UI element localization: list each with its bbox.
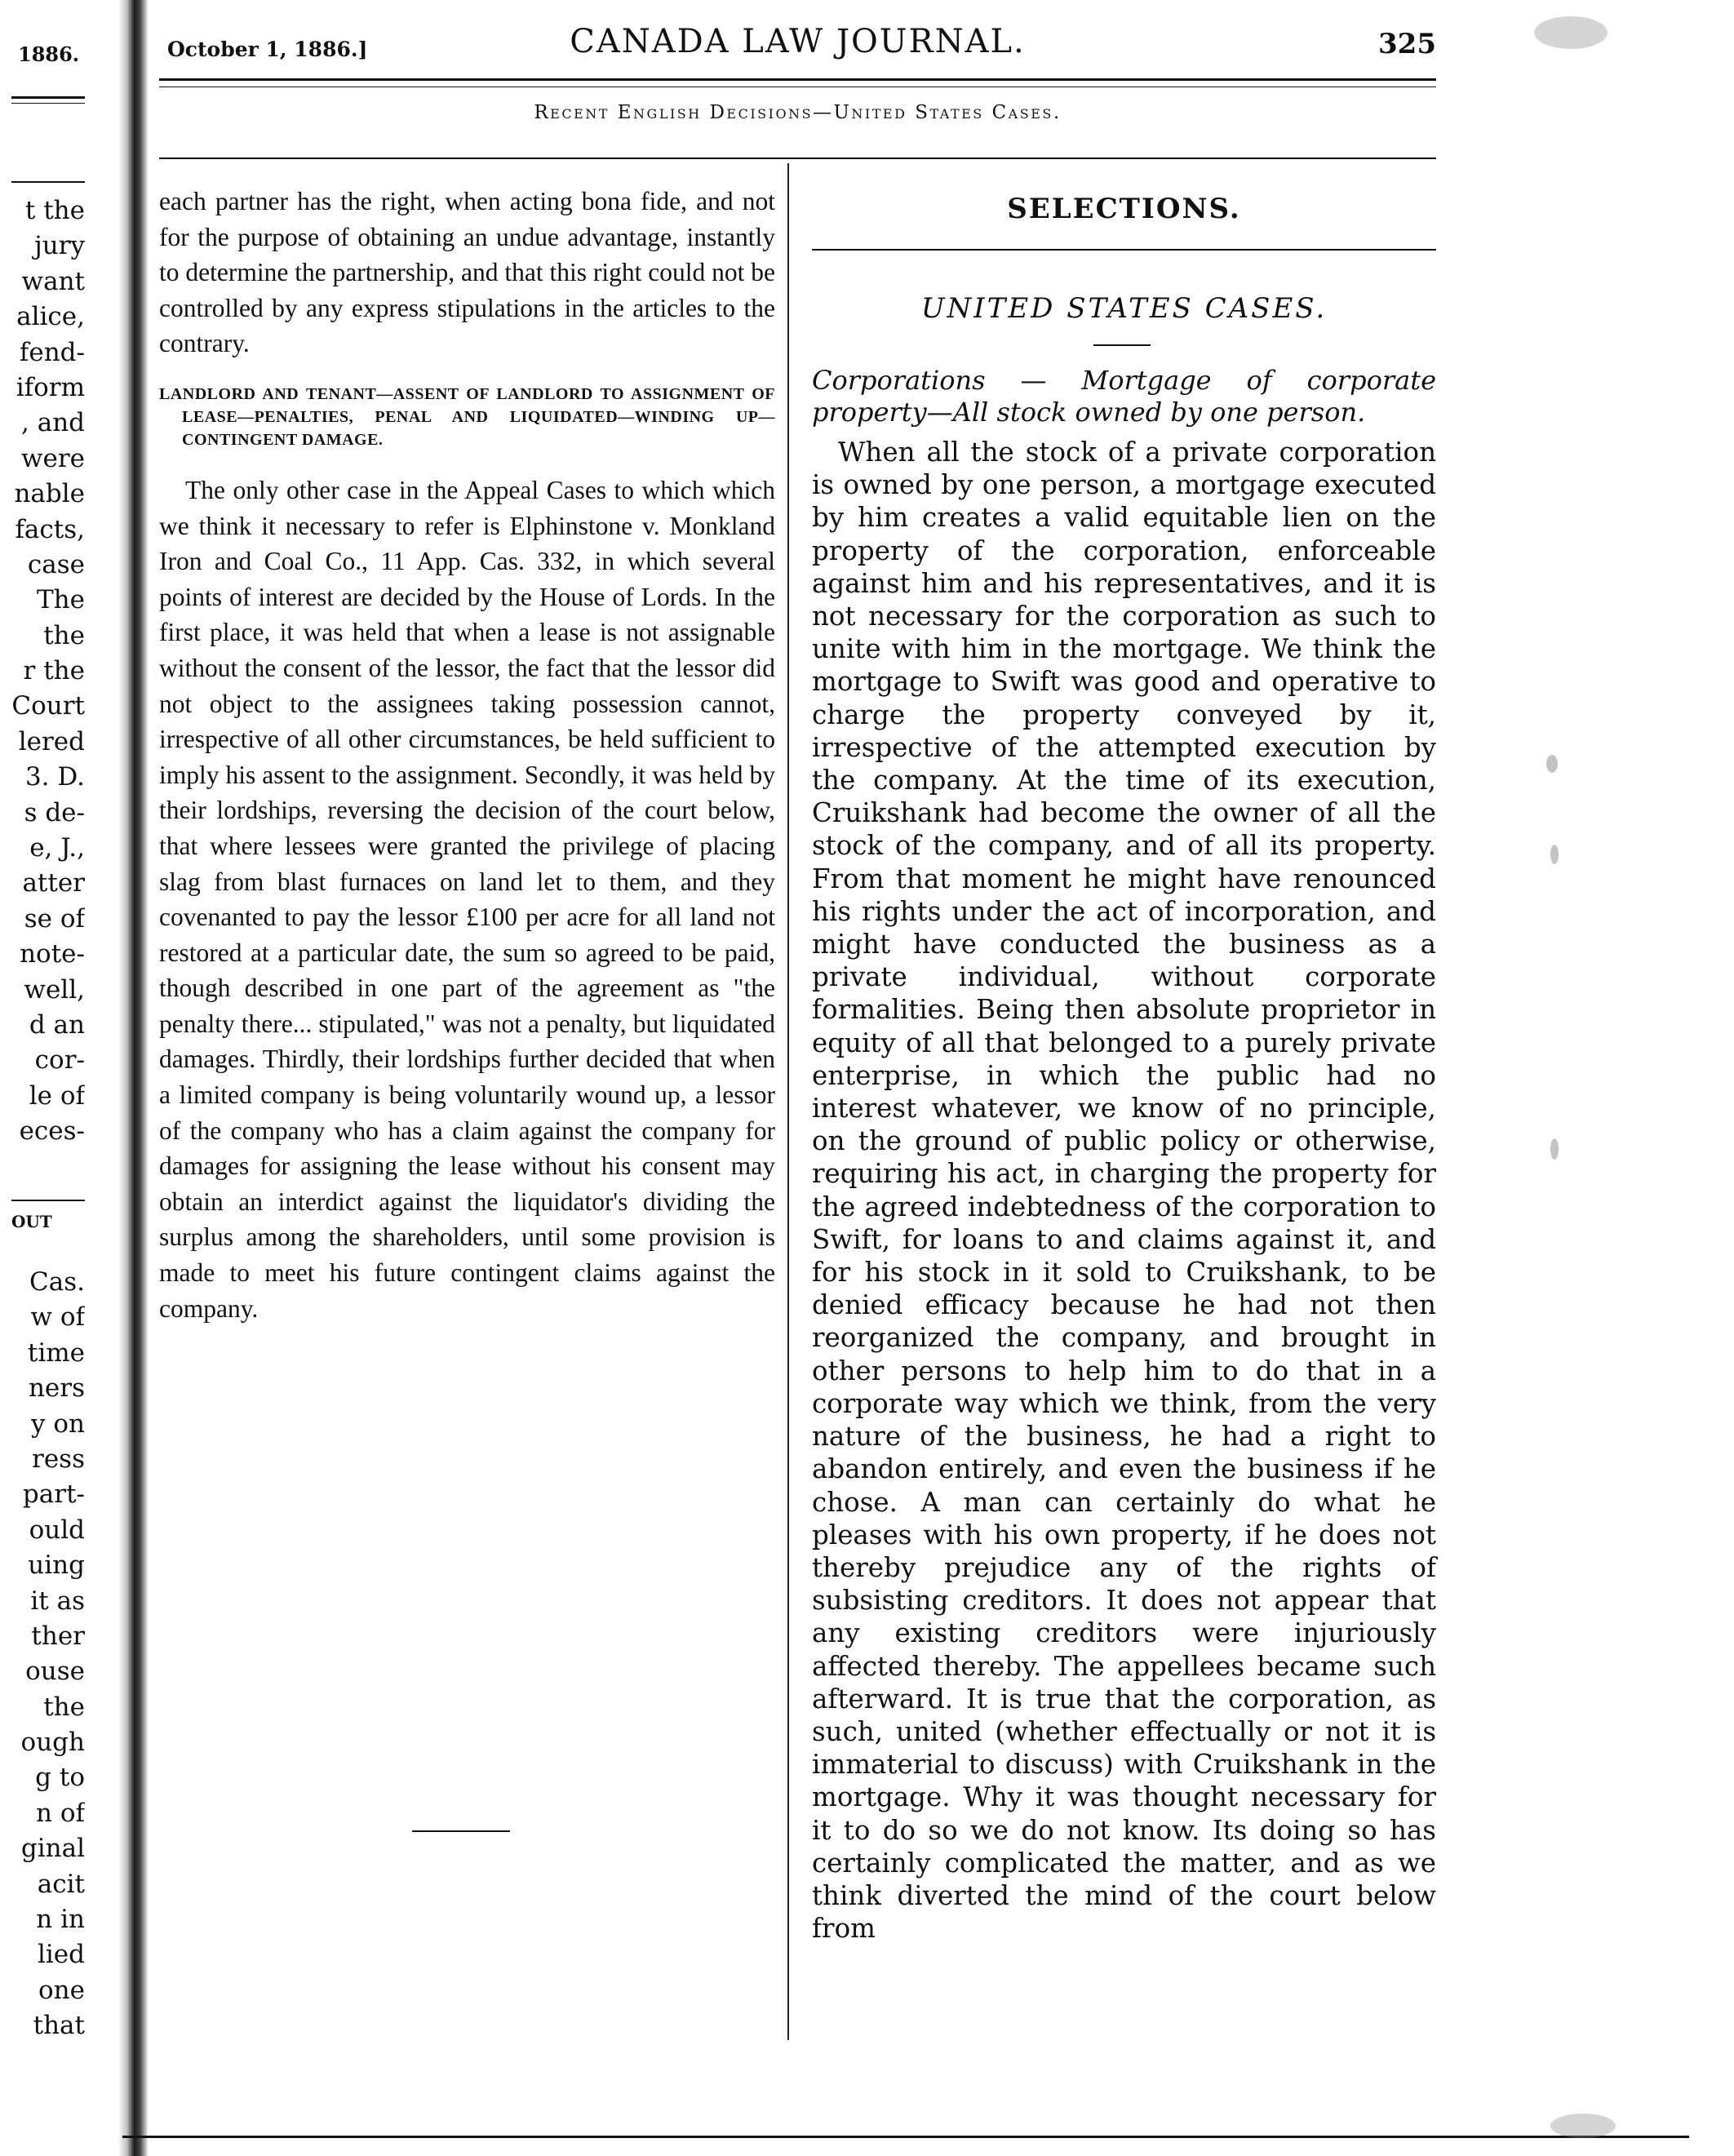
previous-page-line: 3. D.	[24, 762, 85, 792]
page-number: 325	[1378, 28, 1436, 60]
head-rule	[159, 78, 1436, 81]
scan-noise	[1534, 16, 1608, 49]
previous-page-line: Court	[11, 691, 85, 721]
section-head: Recent English Decisions—United States Cases.	[534, 102, 1062, 123]
journal-page	[159, 0, 1693, 2156]
previous-page-line: ners	[28, 1373, 85, 1404]
previous-page-line: part-	[22, 1479, 85, 1510]
previous-page-line: y on	[31, 1408, 85, 1439]
scan-noise	[1550, 2114, 1616, 2138]
previous-page-line: it as	[30, 1586, 85, 1616]
previous-page-line: the	[43, 1692, 85, 1722]
previous-page-line: ther	[31, 1621, 85, 1651]
previous-page-line: w of	[30, 1302, 85, 1333]
previous-page-line: r the	[23, 656, 85, 686]
previous-page-line: eces-	[19, 1116, 85, 1147]
scan-noise	[1550, 845, 1559, 864]
previous-page-line: ould	[29, 1515, 85, 1545]
previous-page-line: , and	[21, 408, 85, 438]
previous-page-line: acit	[37, 1869, 85, 1899]
selections-rule	[812, 249, 1436, 251]
previous-page-line: n of	[36, 1798, 85, 1828]
previous-page-line: note-	[20, 939, 85, 969]
column-divider	[787, 163, 789, 2040]
previous-page-line: case	[27, 549, 85, 579]
previous-page-line: g to	[35, 1763, 85, 1793]
previous-page-year: 1886.	[18, 42, 80, 66]
previous-page-line: cor-	[34, 1045, 85, 1076]
previous-page-strip	[0, 0, 123, 2156]
scan-noise	[1550, 1138, 1559, 1160]
binding-gutter-shadow	[118, 0, 148, 2156]
previous-page-line: se of	[24, 903, 85, 934]
previous-page-rule	[11, 96, 85, 99]
left-paragraph-2: The only other case in the Appeal Cases to which which we think it necessary to refer is Elphinstone v. Monkland Iron and Coal Co., 11 App. Cas. 332, in which several points of interest are decided by the House of Lords. In the first place, it was held that when a lease is not assignable without the consent of the lessor, the fact that the lessor did not object to the assignees taking possession cannot, irrespective of all other circumstances, be held sufficient to imply his assent to the assignment. Secondly, it was held by their lordships, reversing the decision of the court below, that where lessees were granted the privilege of placing slag from blast furnaces on land let to them, and they covenanted to pay the lessor £100 per acre for all land not restored at a particular date, the sum so agreed to be paid, though described in one part of the agreement as "the penalty there... stipulated," was not a penalty, but liquidated damages. Thirdly, their lordships further decided that when a limited company is being voluntarily wound up, a lessor of the company who has a claim against the company for damages for assigning the lease without his consent may obtain an interdict against the liquidator's dividing the surplus among the shareholders, until some provision is made to meet his future contingent claims against the company.	[159, 475, 775, 1323]
bottom-scan-edge	[122, 2136, 1689, 2138]
previous-page-line: nable	[14, 479, 85, 509]
previous-page-line: uing	[28, 1550, 85, 1581]
previous-page-line: ginal	[20, 1834, 85, 1864]
left-column	[159, 184, 775, 1326]
previous-page-line: e, J.,	[29, 833, 85, 863]
case-heading: LANDLORD AND TENANT—ASSENT OF LANDLORD TO ASSIGNMENT OF LEASE—PENALTIES, PENAL AND LIQUIDATED—WINDING UP—CONTINGENT DAMAGE.	[159, 384, 775, 449]
running-head	[159, 23, 1436, 72]
previous-page-rule-3	[11, 1200, 85, 1201]
scan-noise	[1546, 755, 1558, 773]
previous-page-line: iform	[16, 372, 85, 402]
previous-page-lines-top	[7, 193, 85, 1150]
previous-page-line: that	[33, 2011, 85, 2041]
previous-page-line: want	[21, 266, 85, 296]
previous-page-line: n in	[36, 1905, 85, 1935]
previous-page-line: s de-	[24, 797, 85, 827]
previous-page-line: well,	[24, 974, 85, 1005]
previous-page-line: ress	[32, 1444, 85, 1474]
case-subject: Corporations — Mortgage of corporate property—All stock owned by one person.	[812, 365, 1436, 428]
journal-title: CANADA LAW JOURNAL.	[570, 23, 1026, 60]
selections-heading: SELECTIONS.	[1007, 193, 1241, 225]
previous-page-lines-bottom	[7, 1265, 85, 2044]
previous-page-line: facts,	[15, 514, 85, 544]
previous-page-line: one	[38, 1975, 85, 2005]
previous-page-line: Cas.	[29, 1267, 85, 1297]
us-cases-heading: UNITED STATES CASES.	[920, 292, 1328, 325]
previous-page-heading: OUT	[11, 1212, 52, 1231]
left-paragraph-1: each partner has the right, when acting bona fide, and not for the purpose of obtaining an undue advantage, instantly to determine the partnership, and that this right could not be controlled by any express stipulations in the articles to the contrary.	[159, 187, 775, 358]
previous-page-line: lered	[18, 726, 85, 756]
end-rule	[412, 1830, 510, 1832]
previous-page-line: The	[37, 585, 85, 615]
previous-page-line: t the	[24, 196, 85, 225]
us-cases-rule	[1093, 344, 1151, 346]
previous-page-rule-2	[11, 181, 85, 183]
previous-page-line: lied	[37, 1940, 85, 1970]
previous-page-line: ouse	[25, 1657, 85, 1687]
previous-page-line: alice,	[16, 302, 85, 332]
previous-page-line: were	[20, 443, 85, 473]
previous-page-line: d an	[29, 1009, 85, 1040]
issue-date: October 1, 1886.]	[167, 38, 368, 61]
previous-page-line: the	[43, 620, 85, 650]
previous-page-line: time	[27, 1338, 85, 1368]
case-body: When all the stock of a private corporation is owned by one person, a mortgage executed by him creates a valid equitable lien on the property of the corporation, enforceable against him and his representatives, and it is not necessary for the corporation as such to unite with him in the mortgage. We think the mortgage to Swift was good and operative to charge the property conveyed by it, irrespective of the attempted execution by the company. At the time of its execution, Cruikshank had become the owner of all the stock of the company, and of all its property. From that moment he might have renounced his rights under the act of incorporation, and might have conducted the business as a private individual, without corporate formalities. Being then absolute proprietor in equity of all that belonged to a purely private enterprise, in which the public had no interest whatever, we know of no principle, on the ground of public policy or otherwise, requiring his act, in charging the property for the agreed indebtedness of the corporation to Swift, for loans to and claims against it, and for his stock in it sold to Cruikshank, to be denied efficacy because he had not then reorganized the company, and brought in other persons to help him to do that in a corporate way which we think, from the very nature of the business, he had a right to abandon entirely, and even the business if he chose. A man can certainly do what he pleases with his own property, if he does not thereby prejudice any of the rights of subsisting creditors. It does not appear that any existing creditors were injuriously affected thereby. The appellees became such afterward. It is true that the corporation, as such, united (whether effectually or not it is immaterial to discuss) with Cruikshank in the mortgage. Why it was thought necessary for it to do so we do not know. Its doing so has certainly complicated the matter, and as we think diverted the mind of the court below from	[812, 437, 1436, 1945]
previous-page-line: jury	[34, 231, 85, 261]
previous-page-rule-thin	[11, 103, 85, 104]
previous-page-line: fend-	[19, 337, 85, 367]
section-rule	[159, 157, 1436, 159]
previous-page-line: atter	[22, 868, 85, 898]
previous-page-line: le of	[29, 1080, 85, 1111]
previous-page-line: ough	[20, 1728, 85, 1758]
